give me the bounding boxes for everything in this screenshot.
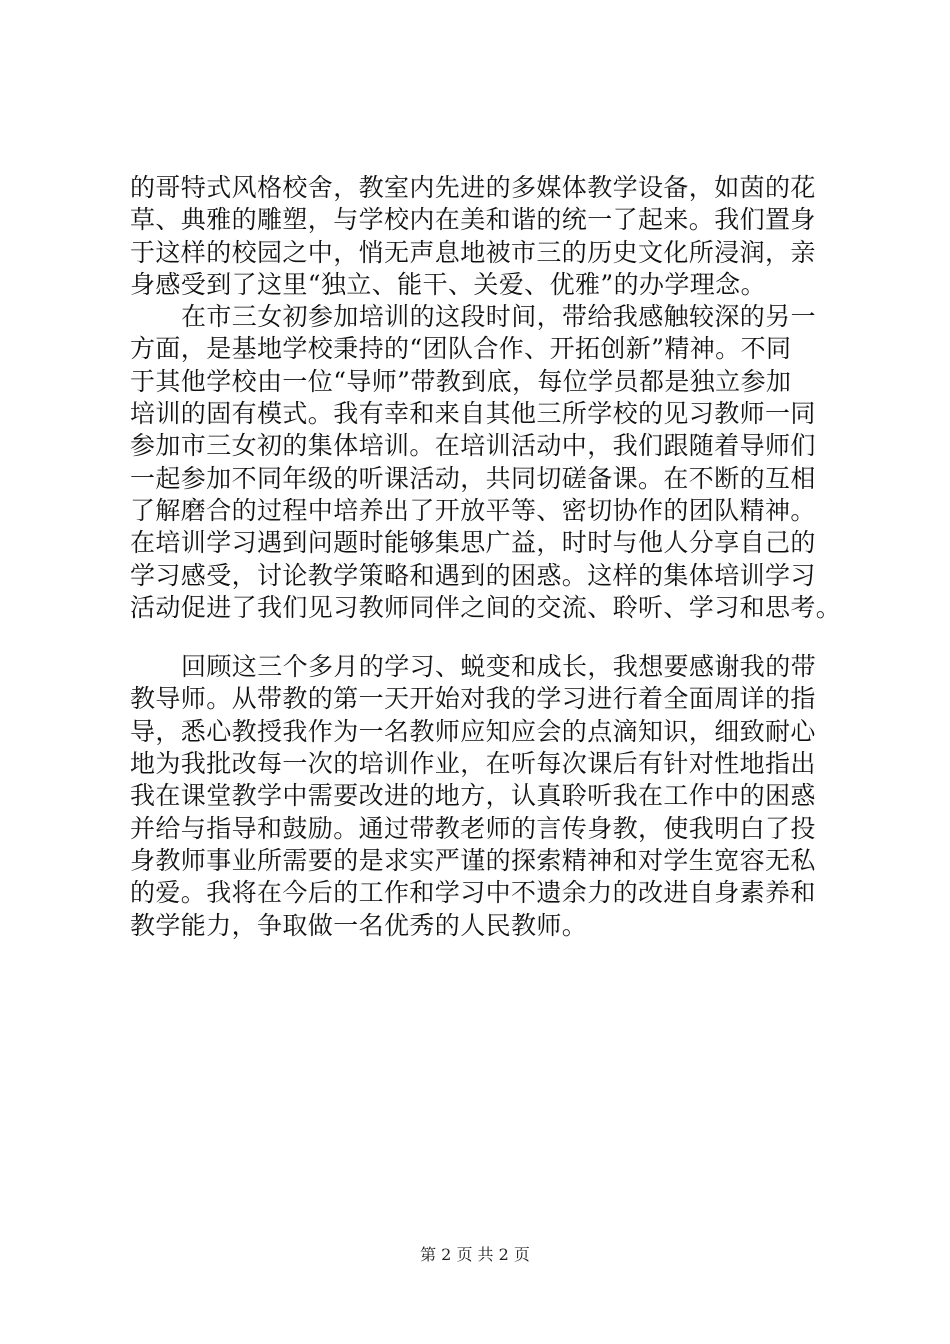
- document-body: [130, 172, 850, 942]
- paragraph-1: [130, 172, 850, 301]
- text-line: 的哥特式风格校舍，教室内先进的多媒体教学设备，如茵的花: [130, 173, 816, 202]
- paragraph-spacer: [130, 624, 850, 651]
- text-line: 参加市三女初的集体培训。在培训活动中，我们跟随着导师们: [130, 431, 816, 461]
- paragraph-2: [130, 301, 850, 624]
- text-line: 导，悉心教授我作为一名教师应知应会的点滴知识，细致耐心: [130, 716, 816, 746]
- text-line: 在培训学习遇到问题时能够集思广益，时时与他人分享自己的: [130, 528, 816, 558]
- text-line: 身教师事业所需要的是求实严谨的探索精神和对学生宽容无私: [130, 845, 816, 875]
- paragraph-3: [130, 651, 850, 942]
- text-line: 地为我批改每一次的培训作业，在听每次课后有针对性地指出: [130, 749, 816, 779]
- text-line: 在市三女初参加培训的这段时间，带给我感触较深的另一: [181, 302, 817, 332]
- text-line: 学习感受，讨论教学策略和遇到的困惑。这样的集体培训学习: [130, 560, 816, 590]
- text-line: 草、典雅的雕塑，与学校内在美和谐的统一了起来。我们置身: [130, 205, 816, 235]
- text-line: 了解磨合的过程中培养出了开放平等、密切协作的团队精神。: [130, 495, 816, 525]
- text-line: 于其他学校由一位“导师”带教到底，每位学员都是独立参加: [130, 366, 792, 396]
- text-line: 教学能力，争取做一名优秀的人民教师。: [130, 910, 588, 940]
- text-line: 身感受到了这里“独立、能干、关爱、优雅”的办学理念。: [130, 269, 766, 299]
- text-line: 回顾这三个多月的学习、蜕变和成长，我想要感谢我的带: [181, 652, 817, 682]
- text-line: 于这样的校园之中，悄无声息地被市三的历史文化所浸润，亲: [130, 237, 816, 267]
- text-line: 一起参加不同年级的听课活动，共同切磋备课。在不断的互相: [130, 463, 816, 493]
- page-number-footer: 第 2 页 共 2 页: [420, 1245, 530, 1264]
- text-line: 教导师。从带教的第一天开始对我的学习进行着全面周详的指: [130, 684, 816, 714]
- text-line: 方面，是基地学校秉持的“团队合作、开拓创新”精神。不同: [130, 334, 792, 364]
- text-line: 的爱。我将在今后的工作和学习中不遗余力的改进自身素养和: [130, 878, 816, 908]
- text-line: 活动促进了我们见习教师同伴之间的交流、聆听、学习和思考。: [130, 592, 842, 622]
- text-line: 并给与指导和鼓励。通过带教老师的言传身教，使我明白了投: [130, 813, 816, 843]
- text-line: 我在课堂教学中需要改进的地方，认真聆听我在工作中的困惑: [130, 781, 816, 811]
- text-line: 培训的固有模式。我有幸和来自其他三所学校的见习教师一同: [130, 399, 816, 429]
